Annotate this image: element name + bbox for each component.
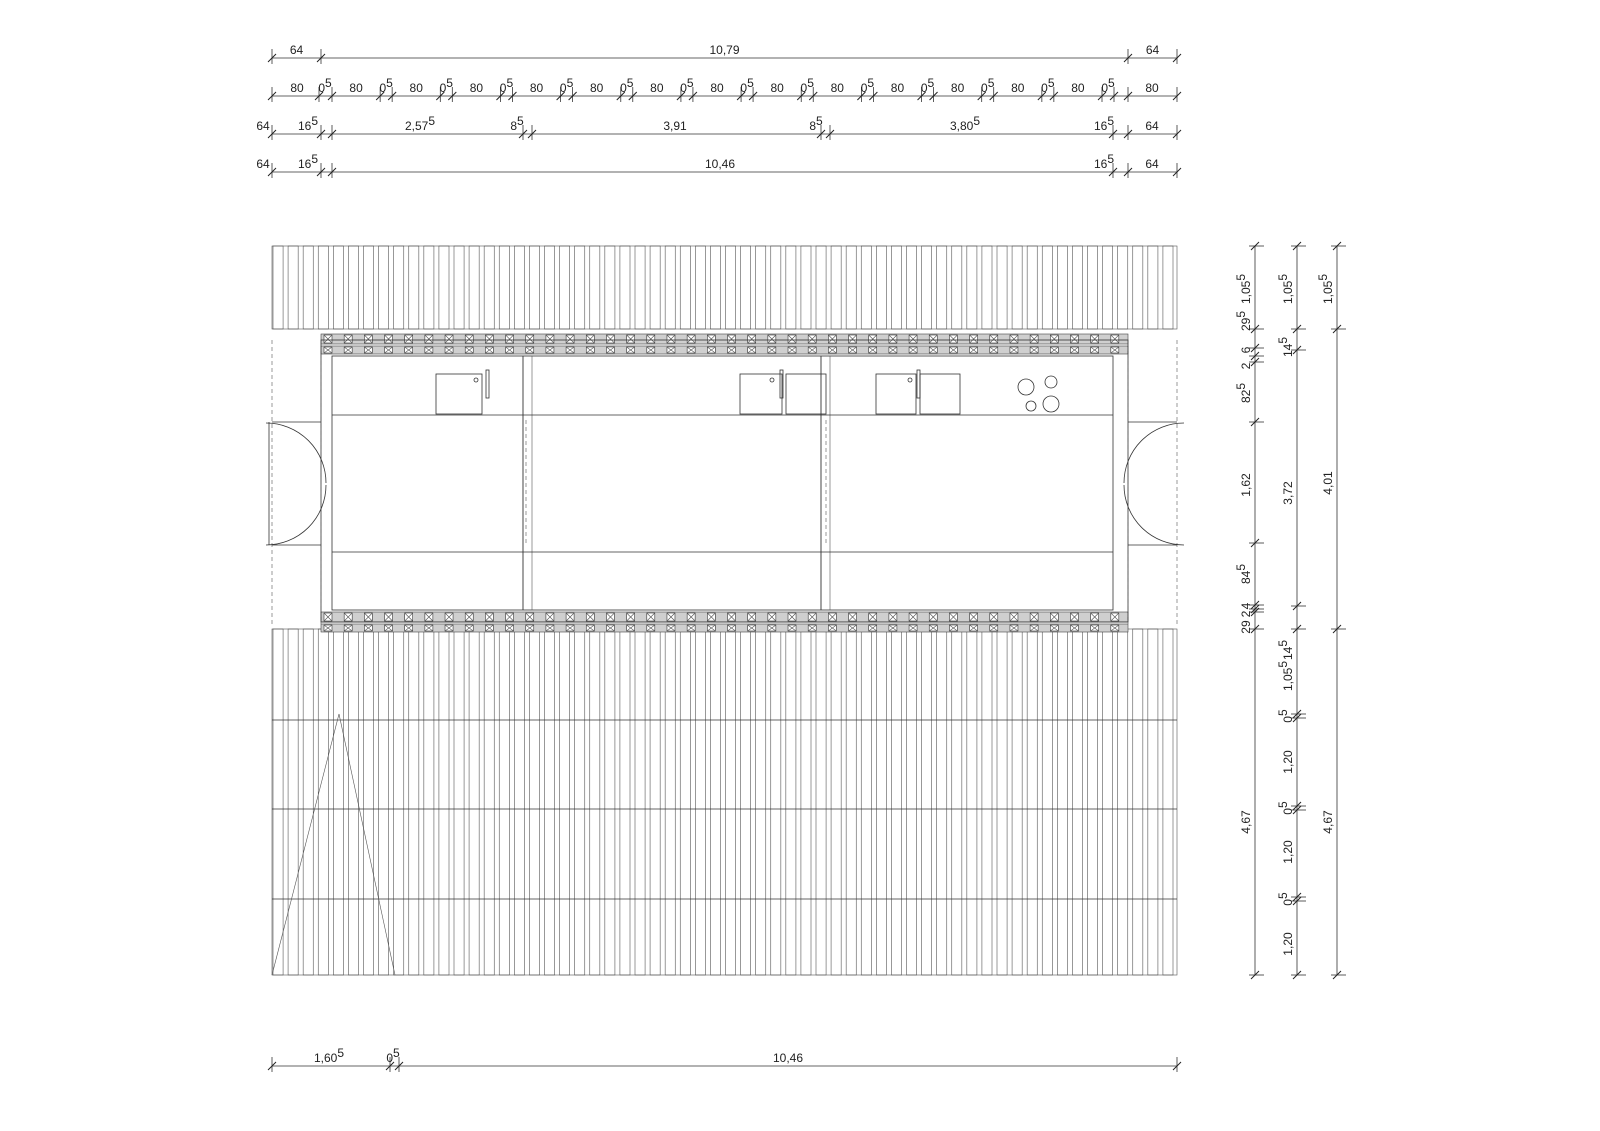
- roof-batten: [831, 629, 841, 975]
- roof-batten: [454, 246, 464, 329]
- roof-batten: [409, 629, 419, 975]
- roof-strip-top: [272, 246, 1177, 329]
- dimension-label: 6: [1239, 346, 1253, 354]
- roof-batten: [1103, 629, 1113, 975]
- cooktop-burner: [1018, 379, 1034, 395]
- dimension-label: 1,055: [1276, 660, 1295, 692]
- roof-batten: [907, 246, 917, 329]
- roof-batten: [1027, 629, 1037, 975]
- gap-label: 05: [499, 76, 514, 95]
- roof-batten: [590, 629, 600, 975]
- dimension-label: 85: [809, 114, 823, 133]
- roof-batten: [364, 246, 374, 329]
- roof-batten: [801, 629, 811, 975]
- roof-batten: [575, 629, 585, 975]
- door-swing-arc: [1124, 485, 1184, 545]
- dimension-label: 80: [650, 81, 664, 95]
- sink-basin: [740, 374, 782, 414]
- cooktop-burner: [1045, 376, 1057, 388]
- roof-batten: [454, 629, 464, 975]
- roof-batten: [514, 246, 524, 329]
- roof-batten: [710, 629, 720, 975]
- roof-batten: [424, 629, 434, 975]
- roof-batten: [379, 246, 389, 329]
- roof-batten: [816, 246, 826, 329]
- roof-batten: [710, 246, 720, 329]
- tap-handle: [908, 378, 912, 382]
- roof-batten: [590, 246, 600, 329]
- roof-batten: [756, 246, 766, 329]
- roof-batten: [816, 629, 826, 975]
- roof-batten: [348, 246, 358, 329]
- gap-label: 05: [379, 76, 393, 95]
- roof-batten: [726, 246, 736, 329]
- roof-batten: [771, 246, 781, 329]
- roof-batten: [348, 629, 358, 975]
- door-swing-arc: [266, 485, 326, 545]
- roof-batten: [1072, 629, 1082, 975]
- dimension-label: 80: [409, 81, 423, 95]
- roof-batten: [1072, 246, 1082, 329]
- dimension-label: 10,79: [709, 43, 740, 57]
- roof-batten: [665, 246, 675, 329]
- roof-batten: [1148, 246, 1158, 329]
- roof-batten: [846, 629, 856, 975]
- roof-batten: [529, 246, 539, 329]
- roof-batten: [876, 629, 886, 975]
- roof-batten: [861, 629, 871, 975]
- roof-batten: [1118, 629, 1128, 975]
- roof-batten: [394, 629, 404, 975]
- gap-label: 05: [439, 76, 453, 95]
- roof-batten: [1088, 629, 1098, 975]
- dimension-label: 80: [349, 81, 363, 95]
- dimension-label: 1,20: [1281, 840, 1295, 864]
- dimension-label: 80: [529, 81, 544, 95]
- roof-batten: [484, 246, 494, 329]
- roof-batten: [409, 246, 419, 329]
- roof-batten: [1042, 629, 1052, 975]
- roof-batten: [665, 629, 675, 975]
- wall-band: [321, 346, 1128, 354]
- dimension-label: 145: [1276, 639, 1295, 661]
- roof-batten: [997, 246, 1007, 329]
- dimension-label: 80: [290, 81, 304, 95]
- roof-batten: [575, 246, 585, 329]
- roof-batten: [499, 629, 509, 975]
- sink-basin: [436, 374, 482, 414]
- roof-batten: [801, 246, 811, 329]
- roof-batten: [1057, 629, 1067, 975]
- dimension-label: 64: [289, 43, 304, 57]
- dimension-label: 05: [1276, 892, 1295, 906]
- gap-label: 05: [559, 76, 574, 95]
- roof-batten: [620, 246, 630, 329]
- roof-batten: [333, 629, 343, 975]
- dimension-label: 165: [1093, 114, 1115, 133]
- roof-batten: [786, 246, 796, 329]
- outer-wall-frame: [321, 340, 1128, 622]
- roof-batten: [907, 629, 917, 975]
- dimension-label: 4,01: [1321, 471, 1335, 495]
- roof-batten: [952, 629, 962, 975]
- cooktop-burner: [1026, 401, 1036, 411]
- roof-batten: [273, 246, 283, 329]
- faucet: [486, 370, 489, 398]
- roof-batten: [846, 246, 856, 329]
- dimension-label: 80: [1071, 81, 1085, 95]
- dimension-label: 05: [1276, 801, 1295, 815]
- roof-batten: [891, 629, 901, 975]
- roof-batten: [288, 629, 298, 975]
- dimension-label: 80: [830, 81, 844, 95]
- sink-basin: [920, 374, 960, 414]
- dimension-label: 64: [1145, 119, 1159, 133]
- roof-batten: [726, 629, 736, 975]
- dimension-label: 85: [510, 114, 524, 133]
- roof-batten: [1088, 246, 1098, 329]
- roof-batten: [771, 629, 781, 975]
- walls: [272, 334, 1177, 632]
- roof-batten: [937, 629, 947, 975]
- gap-label: 05: [1041, 76, 1055, 95]
- roof-batten: [922, 246, 932, 329]
- roof-batten: [303, 629, 313, 975]
- dimension-label: 64: [1145, 43, 1160, 57]
- roof-batten: [394, 246, 404, 329]
- dimension-label: 165: [297, 114, 319, 133]
- dimension-label: 29: [1239, 620, 1253, 634]
- dimension-label: 80: [1011, 81, 1025, 95]
- roof-batten: [1133, 629, 1143, 975]
- roof-batten: [364, 629, 374, 975]
- wall-band: [321, 334, 1128, 344]
- inner-wall-frame: [332, 356, 1113, 610]
- dimension-label: 1,055: [1234, 273, 1253, 305]
- roof-batten: [922, 629, 932, 975]
- dimension-label: 80: [770, 81, 784, 95]
- roof-batten: [1133, 246, 1143, 329]
- roof-area-bottom: [272, 629, 1177, 975]
- hatch-diagonal: [272, 714, 339, 975]
- roof-batten: [967, 246, 977, 329]
- roof-batten: [1012, 246, 1022, 329]
- dimension-label: 80: [890, 81, 905, 95]
- gap-label: 05: [740, 76, 754, 95]
- gap-label: 05: [981, 76, 995, 95]
- dimension-label: 2,575: [404, 114, 436, 133]
- dimension-label: 4: [1239, 602, 1253, 610]
- roof-batten: [741, 246, 751, 329]
- roof-batten: [786, 629, 796, 975]
- roof-batten: [1163, 246, 1173, 329]
- sink-basin: [876, 374, 916, 414]
- roof-batten: [545, 246, 555, 329]
- dimension-label: 145: [1276, 336, 1295, 358]
- roof-batten: [499, 246, 509, 329]
- roof-batten: [650, 629, 660, 975]
- roof-batten: [831, 246, 841, 329]
- roof-batten: [288, 246, 298, 329]
- partition-wall: [523, 356, 532, 610]
- roof-batten: [605, 246, 615, 329]
- roof-batten: [650, 246, 660, 329]
- roof-batten: [439, 629, 449, 975]
- roof-batten: [484, 629, 494, 975]
- cooktop-burner: [1043, 396, 1059, 412]
- gap-label: 05: [620, 76, 634, 95]
- roof-batten: [680, 629, 690, 975]
- gap-label: 05: [920, 76, 935, 95]
- dimension-label: 1,20: [1281, 750, 1295, 774]
- gap-label: 05: [318, 76, 332, 95]
- dimension-label: 1,62: [1239, 473, 1253, 497]
- dimension-label: 165: [297, 152, 319, 171]
- roof-batten: [680, 246, 690, 329]
- faucet: [917, 370, 920, 398]
- dimension-label: 2: [1239, 610, 1253, 618]
- dimension-label: 1,055: [1316, 273, 1335, 305]
- roof-batten: [469, 246, 479, 329]
- dimension-label: 80: [469, 81, 484, 95]
- roof-batten: [1163, 629, 1173, 975]
- dimension-label: 295: [1234, 310, 1253, 332]
- roof-batten: [469, 629, 479, 975]
- doors: [266, 422, 1184, 545]
- dimension-label: 80: [1145, 81, 1159, 95]
- roof-batten: [741, 629, 751, 975]
- dimension-label: 1,605: [313, 1046, 345, 1065]
- gap-label: 05: [860, 76, 875, 95]
- roof-batten: [891, 246, 901, 329]
- dimension-label: 1,20: [1281, 932, 1295, 956]
- gap-label: 05: [800, 76, 814, 95]
- dimension-label: 3,805: [949, 114, 981, 133]
- hatch-diagonal: [339, 714, 395, 975]
- roof-batten: [1103, 246, 1113, 329]
- dimension-label: 05: [1276, 709, 1295, 723]
- roof-battens: [272, 246, 1177, 975]
- dimension-label: 165: [1093, 152, 1115, 171]
- tap-handle: [770, 378, 774, 382]
- roof-batten: [560, 246, 570, 329]
- gap-label: 05: [1101, 76, 1115, 95]
- roof-batten: [273, 629, 283, 975]
- dimension-label: 825: [1234, 382, 1253, 404]
- roof-batten: [303, 246, 313, 329]
- roof-batten: [1012, 629, 1022, 975]
- interior-fittings: [332, 370, 1113, 552]
- roof-batten: [318, 246, 328, 329]
- wall-band: [321, 624, 1128, 632]
- roof-batten: [529, 629, 539, 975]
- roof-batten: [876, 246, 886, 329]
- roof-batten: [756, 629, 766, 975]
- roof-batten: [1118, 246, 1128, 329]
- roof-batten: [1057, 246, 1067, 329]
- roof-batten: [695, 246, 705, 329]
- dimension-label: 2: [1239, 362, 1253, 370]
- dimension-label: 4,67: [1239, 810, 1253, 834]
- roof-batten: [439, 246, 449, 329]
- dimension-label: 1,055: [1276, 273, 1295, 305]
- roof-batten: [1148, 629, 1158, 975]
- roof-batten: [982, 246, 992, 329]
- roof-batten: [514, 629, 524, 975]
- roof-batten: [997, 629, 1007, 975]
- roof-batten: [1042, 246, 1052, 329]
- roof-batten: [952, 246, 962, 329]
- dimension-label: 845: [1234, 563, 1253, 585]
- dimension-label: 80: [710, 81, 724, 95]
- dimension-label: 05: [386, 1046, 400, 1065]
- tap-handle: [474, 378, 478, 382]
- roof-batten: [605, 629, 615, 975]
- dimension-label: 80: [950, 81, 965, 95]
- dimension-label: 64: [256, 119, 270, 133]
- dimension-label: 3,91: [663, 119, 687, 133]
- dimension-label: 64: [1145, 157, 1159, 171]
- roof-batten: [937, 246, 947, 329]
- sink-basin: [786, 374, 826, 414]
- roof-batten: [560, 629, 570, 975]
- dimension-label: 3,72: [1281, 481, 1295, 505]
- dimension-label: 80: [590, 81, 604, 95]
- roof-batten: [861, 246, 871, 329]
- dimension-label: 4,67: [1321, 810, 1335, 834]
- roof-batten: [620, 629, 630, 975]
- roof-batten: [982, 629, 992, 975]
- partition-wall: [821, 356, 830, 610]
- roof-batten: [333, 246, 343, 329]
- roof-batten: [635, 246, 645, 329]
- roof-batten: [424, 246, 434, 329]
- dimension-label: 10,46: [772, 1051, 804, 1065]
- dimension-label: 10,46: [704, 157, 736, 171]
- dimension-label: 64: [256, 157, 270, 171]
- roof-batten: [635, 629, 645, 975]
- roof-batten: [695, 629, 705, 975]
- door-swing-arc: [1124, 423, 1184, 483]
- door-swing-arc: [266, 423, 326, 483]
- wall-band: [321, 612, 1128, 622]
- roof-batten: [545, 629, 555, 975]
- gap-label: 05: [680, 76, 694, 95]
- roof-batten: [967, 629, 977, 975]
- roof-batten: [318, 629, 328, 975]
- roof-batten: [1027, 246, 1037, 329]
